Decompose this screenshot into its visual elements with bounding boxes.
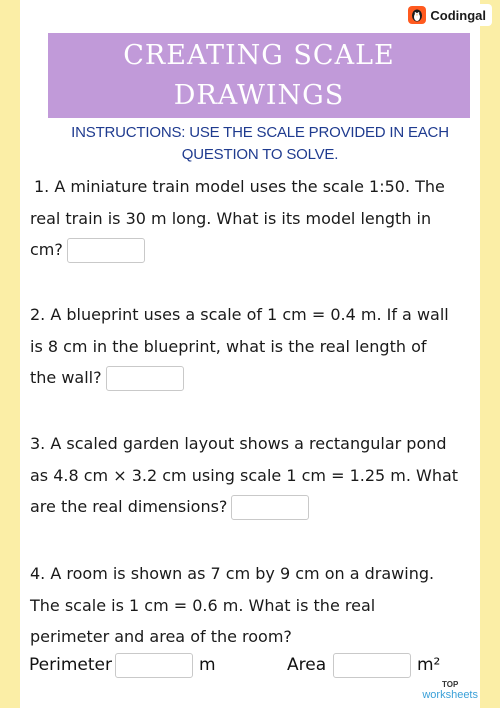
question-1-line-3: cm? <box>30 240 63 259</box>
question-4-line-2: The scale is 1 cm = 0.6 m. What is the real <box>30 595 376 615</box>
instructions-line-1: INSTRUCTIONS: USE THE SCALE PROVIDED IN EACH <box>71 124 449 141</box>
penguin-icon <box>408 6 426 24</box>
question-3-line-1: 3. A scaled garden layout shows a rectangular pond <box>30 434 447 453</box>
title-banner <box>48 33 470 118</box>
area-label: Area <box>287 655 327 675</box>
question-3-line-2: as 4.8 cm × 3.2 cm using scale 1 cm = 1.25 m. What <box>30 465 459 485</box>
perimeter-unit: m <box>199 655 216 675</box>
brand-name: Codingal <box>430 7 486 23</box>
instructions <box>40 122 480 166</box>
question-2-answer-box[interactable] <box>106 366 184 391</box>
topworksheets-logo <box>422 680 478 700</box>
perimeter-label: Perimeter <box>29 655 112 675</box>
instructions-line-2: QUESTION TO SOLVE. <box>181 146 339 163</box>
question-1-line-1: 1. A miniature train model uses the scale 1:50. The <box>34 177 445 196</box>
question-4-line-1: 4. A room is shown as 7 cm by 9 cm on a drawing. <box>30 564 435 583</box>
question-1-line-2: real train is 30 m long. What is its model length in <box>30 208 432 228</box>
question-4-line-3: perimeter and area of the room? <box>30 627 292 646</box>
footer-top-text: TOP <box>442 680 459 689</box>
answer-row <box>29 651 469 681</box>
footer-worksheets-text: worksheets <box>422 689 478 701</box>
question-3-line-3: are the real dimensions? <box>30 497 228 516</box>
question-4 <box>30 558 475 653</box>
question-3 <box>30 428 475 523</box>
area-unit: m² <box>417 655 441 675</box>
area-input[interactable] <box>333 653 411 678</box>
question-2-line-1: 2. A blueprint uses a scale of 1 cm = 0.4 m. If a wall <box>30 305 449 324</box>
question-1-answer-box[interactable] <box>67 238 145 263</box>
perimeter-input[interactable] <box>115 653 193 678</box>
title-line-2: DRAWINGS <box>173 80 345 111</box>
brand-logo <box>405 4 492 26</box>
question-1 <box>30 171 479 266</box>
question-2-line-3: the wall? <box>30 368 102 387</box>
question-2 <box>30 299 475 394</box>
question-3-answer-box[interactable] <box>231 495 309 520</box>
question-2-line-2: is 8 cm in the blueprint, what is the real length of <box>30 336 427 356</box>
title-line-1: CREATING SCALE <box>123 40 395 71</box>
